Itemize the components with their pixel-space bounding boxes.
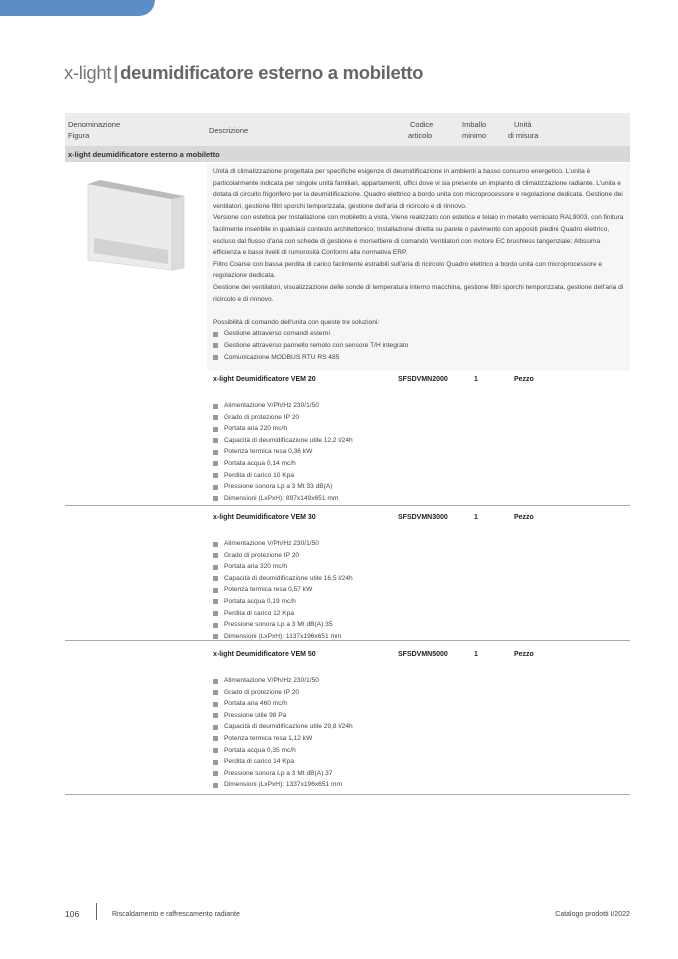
- title-light: x-light: [64, 62, 112, 83]
- title-separator: |: [113, 62, 119, 83]
- footer-divider: [96, 903, 97, 920]
- spec-item: Perdita di carico 14 Kpa: [213, 756, 353, 768]
- spec-list: [213, 675, 353, 791]
- desc-paragraph: Versione con estetica per Installazione con mobiletto a vista, Viene realizzato con estetica e telaio in metallo verniciato RAL9003, con finitura facilmente inseribile in qualsiasi contesto architettonico; Installazione diretta su parete o pavimento con appositi piedini Quadro elettrico, escluso dal flusso d'aria con schede di gestione e morsettiere di comando Ventilatori con motore EC brushless tangenziale; Altissima efficienza e bassi livelli di rumorosità Conformi alla normativa ERP.: [213, 214, 624, 257]
- spec-item: Pressione sonora Lp a 3 Mt dB(A) 37: [213, 768, 353, 780]
- product-qty: 1: [474, 651, 478, 658]
- product-qty: 1: [474, 514, 478, 521]
- desc-paragraph: Filtro Coarse con bassa perdita di carico facilmente estraibili sull'aria di ricircolo Quadro elettrico a bordo unita con microprocessore e regolazione dedicata.: [213, 260, 602, 280]
- spec-item: Potenza termica resa 0,57 kW: [213, 584, 353, 596]
- spec-item: Alimentazione V/Ph/Hz 230/1/50: [213, 675, 353, 687]
- col-descrizione: Descrizione: [209, 126, 249, 135]
- spec-item: Dimensioni (LxPxH): 897x149x651 mm: [213, 493, 353, 505]
- options-intro: Possibilità di comando dell'unita con queste tre soluzioni:: [213, 318, 380, 326]
- col-unita: Unità: [514, 120, 532, 129]
- spec-item: Potenza termica resa 0,36 kW: [213, 446, 353, 458]
- spec-item: Perdita di carico 12 Kpa: [213, 608, 353, 620]
- product-unit: Pezzo: [514, 376, 534, 383]
- spec-item: Capacità di deumidificazione utile 29,8 l/24h: [213, 721, 353, 733]
- spec-item: Portata acqua 0,19 mc/h: [213, 596, 353, 608]
- product-description: [213, 166, 625, 363]
- product-qty: 1: [474, 376, 478, 383]
- spec-item: Capacità di deumidificazione utile 16,5 l/24h: [213, 573, 353, 585]
- product-name: x-light Deumidificatore VEM 50: [213, 651, 316, 658]
- spec-item: Portata aria 220 mc/h: [213, 423, 353, 435]
- section-header: x-light deumidificatore esterno a mobiletto: [65, 146, 630, 162]
- spec-list: [213, 400, 353, 504]
- product-name: x-light Deumidificatore VEM 20: [213, 376, 316, 383]
- product-name: x-light Deumidificatore VEM 30: [213, 514, 316, 521]
- col-codice-2: articolo: [408, 131, 433, 140]
- header-tab-decoration: [0, 0, 155, 16]
- page-title: [64, 62, 423, 84]
- spec-list: [213, 538, 353, 642]
- spec-item: Portata acqua 0,14 mc/h: [213, 458, 353, 470]
- col-denominazione: Denominazione: [68, 120, 121, 129]
- spec-item: Portata aria 460 mc/h: [213, 698, 353, 710]
- product-code: SFSDVMN2000: [398, 376, 448, 383]
- option-item: Gestione attraverso comandi esterni: [213, 328, 625, 340]
- col-imballo: Imballo: [462, 120, 487, 129]
- page-number: 106: [65, 909, 80, 919]
- col-codice: Codice: [410, 120, 434, 129]
- product-code: SFSDVMN3000: [398, 514, 448, 521]
- row-divider: [65, 640, 630, 641]
- option-item: Comunicazione MODBUS RTU RS 485: [213, 352, 625, 364]
- col-imballo-2: minimo: [462, 131, 487, 140]
- spec-item: Grado di protezione IP 20: [213, 550, 353, 562]
- product-image: [80, 172, 190, 277]
- spec-item: Pressione sonora Lp a 3 Mt 33 dB(A): [213, 481, 353, 493]
- row-divider: [65, 505, 630, 506]
- spec-item: Capacità di deumidificazione utile 12,2 l/24h: [213, 435, 353, 447]
- footer-catalog: Catalogo prodotti I/2022: [555, 911, 630, 918]
- spec-item: Portata acqua 0,35 mc/h: [213, 745, 353, 757]
- spec-item: Alimentazione V/Ph/Hz 230/1/50: [213, 400, 353, 412]
- product-unit: Pezzo: [514, 651, 534, 658]
- row-divider: [65, 794, 630, 795]
- options-list: [213, 328, 625, 363]
- spec-item: Pressione utile 98 Pa: [213, 710, 353, 722]
- spec-item: Portata aria 320 mc/h: [213, 561, 353, 573]
- footer-section: Riscaldamento e raffrescamento radiante: [112, 911, 240, 918]
- spec-item: Pressione sonora Lp a 3 Mt dB(A) 35: [213, 619, 353, 631]
- spec-item: Grado di protezione IP 20: [213, 412, 353, 424]
- product-code: SFSDVMN5000: [398, 651, 448, 658]
- col-unita-2: di misura: [508, 131, 539, 140]
- spec-item: Alimentazione V/Ph/Hz 230/1/50: [213, 538, 353, 550]
- title-bold: deumidificatore esterno a mobiletto: [120, 62, 424, 83]
- desc-paragraph: Unità di climatizzazione progettata per specifiche esigenze di deumidificazione in ambienti a basso consumo energetico. L'unita è particolarmente indicata per singole unità familiari, appartamenti, uffici dove vi sia presente un impianto di climatizzazione radiante. L'unita e dotata di circuito frigorifero per la deumidificazione. Quadro elettrico a bordo unita con microprocessore e regolazione dedicata. Gestione dei ventilatori, gestione filtri sporchi temporizzata, gestione dell'aria di ricircolo e di rinnovo.: [213, 168, 623, 210]
- spec-item: Dimensioni (LxPxH): 1337x196x651 mm: [213, 779, 353, 791]
- option-item: Gestione attraverso pannello remoto con sensore T/H integrato: [213, 340, 625, 352]
- spec-item: Potenza termica resa 1,12 kW: [213, 733, 353, 745]
- product-unit: Pezzo: [514, 514, 534, 521]
- desc-paragraph: Gestione dei ventilatori, visualizzazione delle sonde di temperatura interno macchina, gestione filtri sporchi temporizzata, gestione dell'aria di ricircolo e di rinnovo.: [213, 283, 624, 303]
- spec-item: Dimensioni (LxPxH): 1137x196x651 mm: [213, 631, 353, 643]
- spec-item: Grado di protezione IP 20: [213, 687, 353, 699]
- col-figura: Figura: [68, 131, 90, 140]
- spec-item: Perdita di carico 10 Kpa: [213, 470, 353, 482]
- table-header: [65, 113, 630, 146]
